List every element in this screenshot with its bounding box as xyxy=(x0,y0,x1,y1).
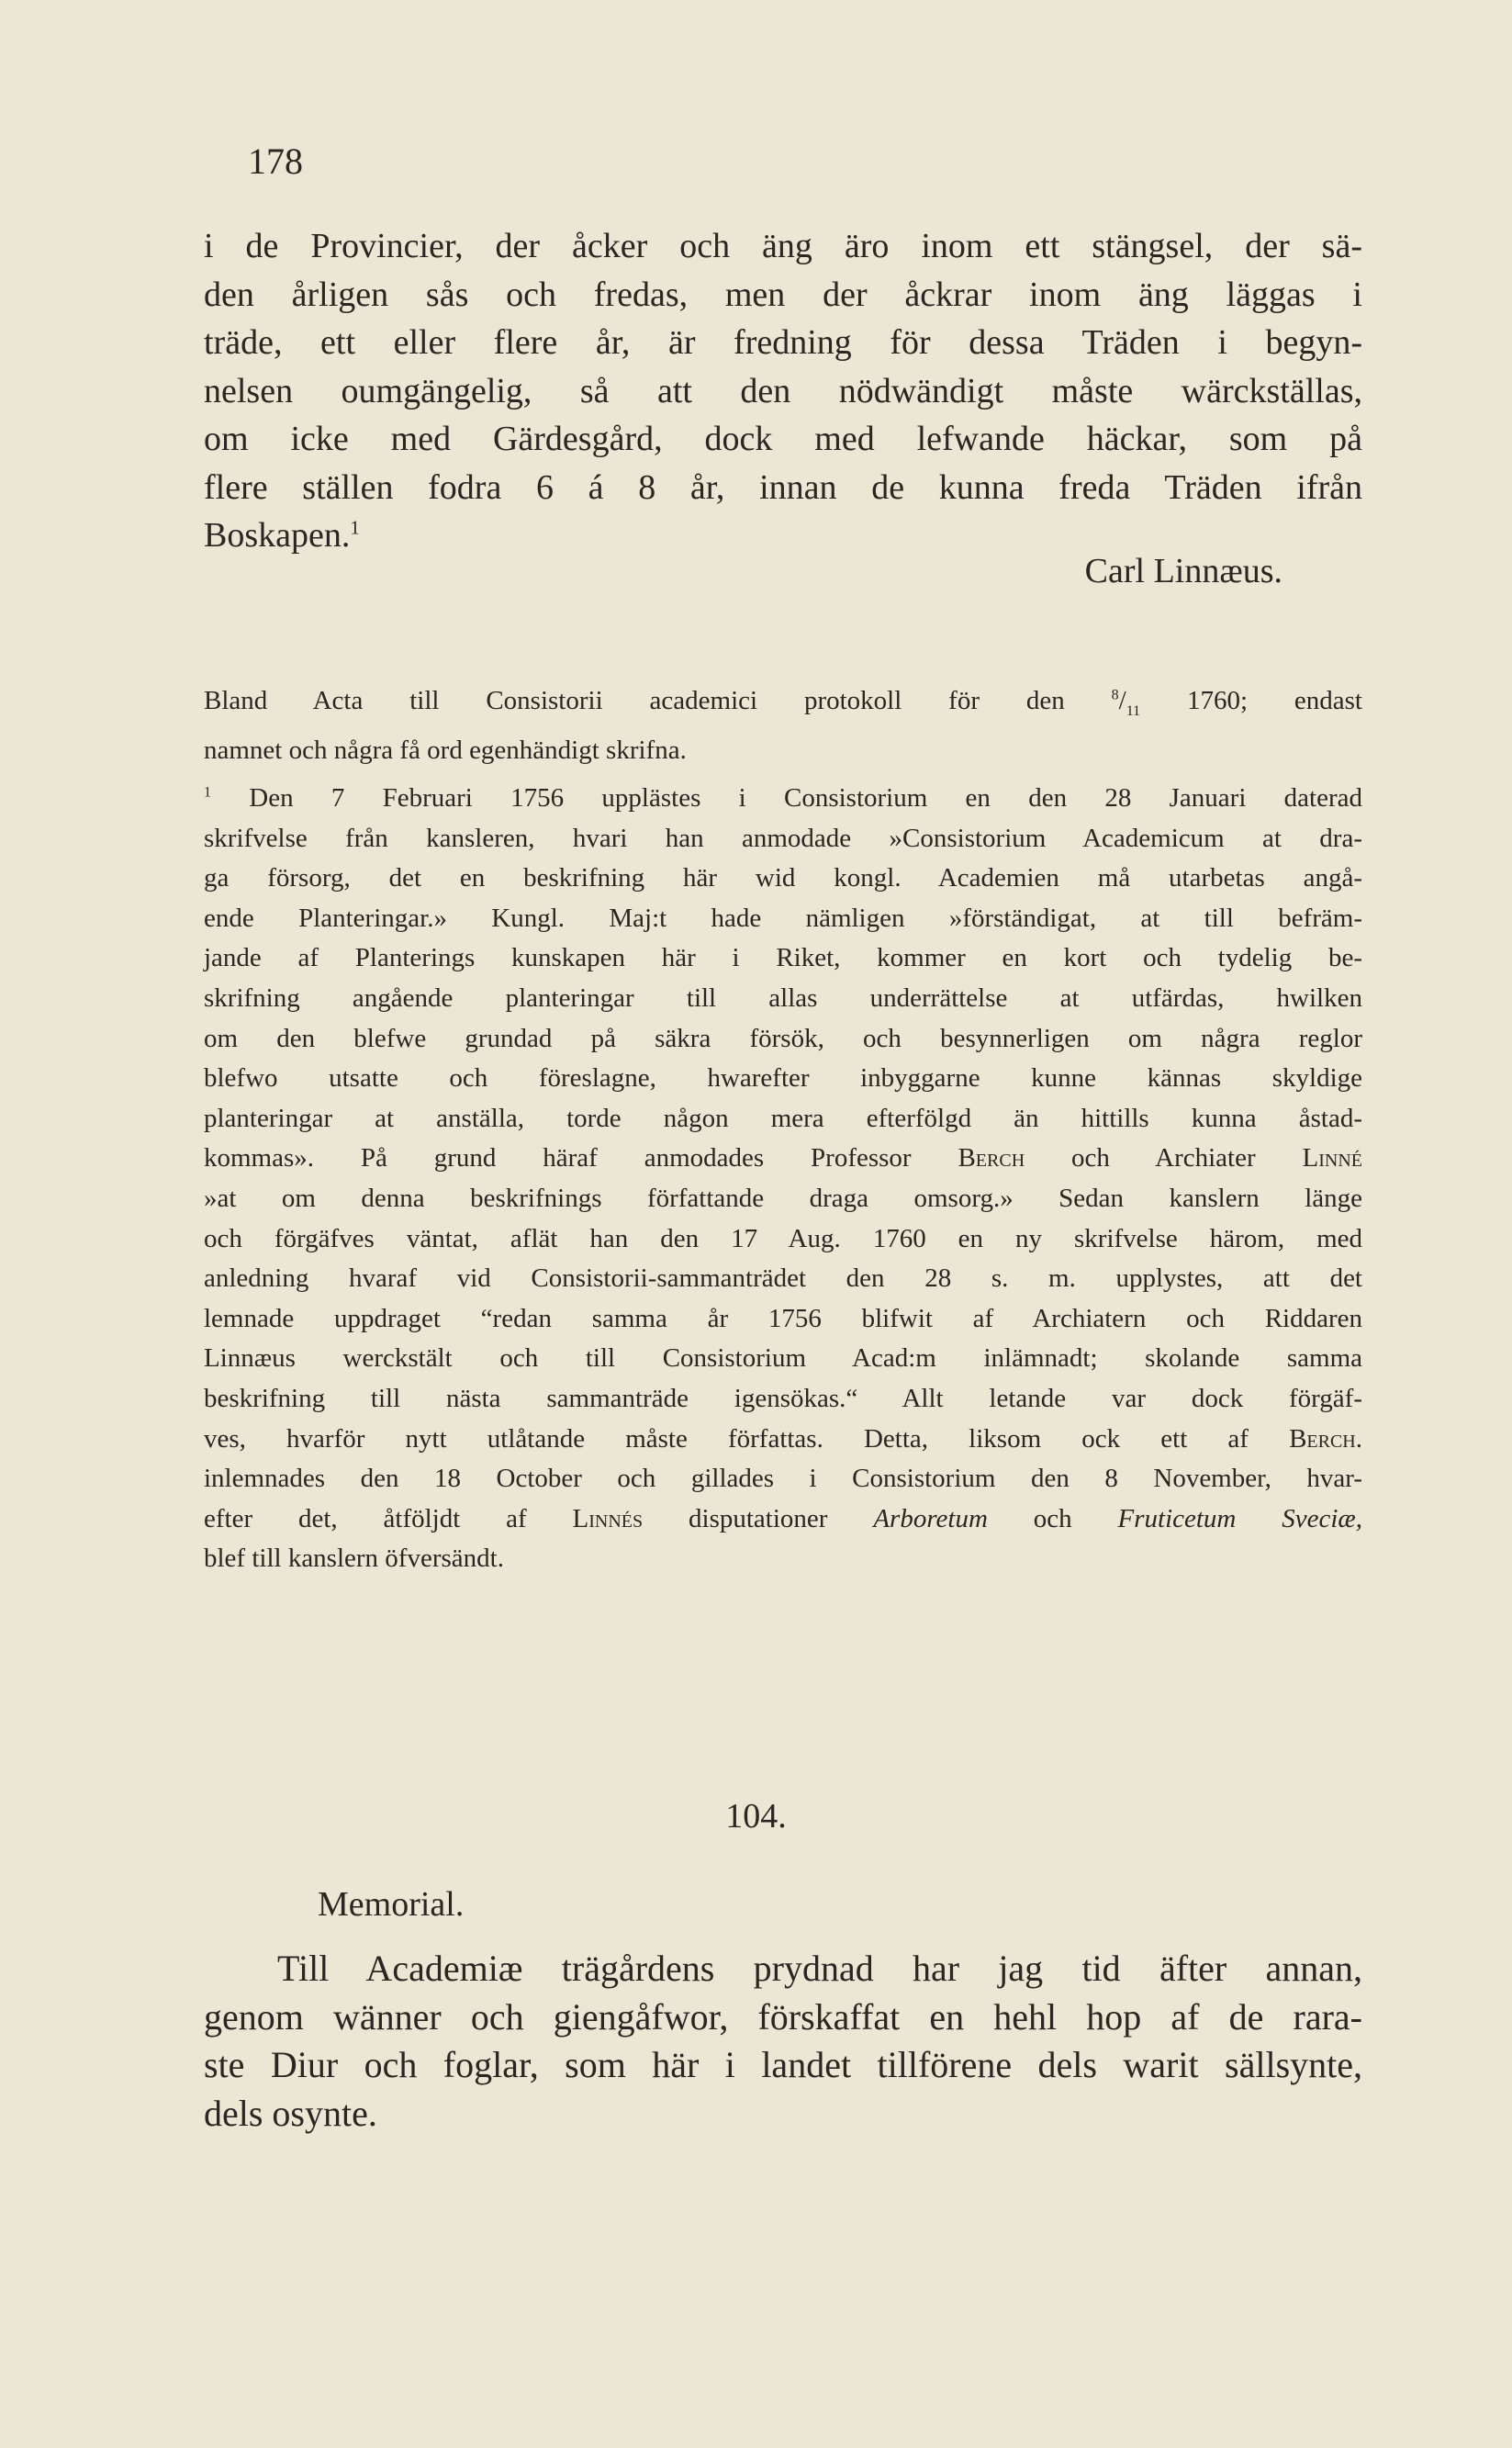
text-line: i de Provincier, der åcker och äng äro inom ett stängsel, der sä- xyxy=(204,227,1362,265)
footnote xyxy=(204,779,1362,1579)
text-line xyxy=(204,1499,1362,1540)
text-fragment: Boskapen. xyxy=(204,516,351,555)
text-line: genom wänner och giengåfwor, förskaffat en hehl hop af de rara- xyxy=(204,1995,1362,2038)
memorial-title: Memorial. xyxy=(318,1885,465,1924)
text-line: den årligen sås och fredas, men der åckrar inom äng läggas i xyxy=(204,275,1362,314)
text-fragment: 1760; endast xyxy=(1140,686,1362,715)
text-line: Till Academiæ trägårdens prydnad har jag tid äfter annan, xyxy=(277,1948,1362,1989)
text-line: lemnade uppdraget “redan samma år 1756 blifwit af Archiatern och Riddaren xyxy=(204,1303,1362,1333)
text-line: träde, ett eller flere år, är fredning för dessa Träden i begyn- xyxy=(204,323,1362,362)
text-fragment: efter det, åtföljdt af xyxy=(204,1503,573,1533)
source-note xyxy=(204,681,1362,771)
title-fruticetum: Fruticetum Sveciæ, xyxy=(1117,1503,1363,1533)
name-berch: Berch xyxy=(958,1143,1025,1173)
text-fragment: kommas». På grund häraf anmodades Professor xyxy=(204,1143,958,1173)
name-berch: Berch xyxy=(1289,1423,1356,1454)
text-line: ende Planteringar.» Kungl. Maj:t hade nämligen »förständigat, at till befräm- xyxy=(204,903,1362,933)
text-fragment: Bland Acta till Consistorii academici protokoll för den xyxy=(204,686,1112,715)
text-fragment: och Archiater xyxy=(1025,1143,1303,1173)
signature: Carl Linnæus. xyxy=(1084,552,1282,590)
text-line: anledning hvaraf vid Consistorii-sammanträdet den 28 s. m. upplystes, att det xyxy=(204,1263,1362,1294)
title-arboretum: Arboretum xyxy=(873,1503,988,1533)
text-line: jande af Planterings kunskapen här i Riket, kommer en kort och tydelig be- xyxy=(204,943,1362,973)
main-text xyxy=(204,222,1362,560)
footnote-reference: 1 xyxy=(350,516,360,539)
section-number: 104. xyxy=(725,1797,787,1836)
text-line: Linnæus werckstält och till Consistorium Acad:m inlämnadt; skolande samma xyxy=(204,1343,1362,1374)
text-line xyxy=(204,1420,1362,1460)
text-line: ste Diur och foglar, som här i landet tillförene dels warit sällsynte, xyxy=(204,2044,1362,2085)
text-line: inlemnades den 18 October och gillades i Consistorium den 8 November, hvar- xyxy=(204,1464,1362,1494)
text-line: och förgäfves väntat, aflät han den 17 Aug. 1760 en ny skrifvelse härom, med xyxy=(204,1223,1362,1253)
text-line: nelsen oumgängelig, så att den nödwändigt måste wärckställas, xyxy=(204,371,1362,410)
text-line: beskrifning till nästa sammanträde igensökas.“ Allt letande var dock förgäf- xyxy=(204,1383,1362,1413)
text-fragment: . xyxy=(1355,1423,1362,1454)
text-line: skrifvelse från kansleren, hvari han anmodade »Consistorium Academicum at dra- xyxy=(204,823,1362,853)
text-line: Bland Acta till Consistorii academici protokoll för den $^8/_{11}$ 1760; endast xyxy=(204,686,1362,719)
page-number: 178 xyxy=(248,140,303,182)
text-line: planteringar at anställa, torde någon mera efterfölgd än hittills kunna åstad- xyxy=(204,1103,1362,1133)
date-denominator: 11 xyxy=(1126,702,1141,719)
text-line: blefwo utsatte och föreslagne, hwarefter inbyggarne kunne kännas skyldige xyxy=(204,1063,1362,1094)
text-line-last: namnet och några få ord egenhändigt skrifna. xyxy=(204,736,687,766)
text-line: ga försorg, det en beskrifning här wid kongl. Academien må utarbetas angå- xyxy=(204,863,1362,893)
text-line: »at om denna beskrifnings författande draga omsorg.» Sedan kanslern länge xyxy=(204,1183,1362,1213)
text-line-last: dels osynte. xyxy=(204,2092,377,2134)
text-line: om icke med Gärdesgård, dock med lefwande häckar, som på xyxy=(204,420,1362,458)
text-fragment: disputationer xyxy=(643,1503,874,1533)
text-line: flere ställen fodra 6 á 8 år, innan de kunna freda Träden ifrån xyxy=(204,467,1362,507)
memorial-text xyxy=(204,1945,1362,2138)
date-numerator: 8 xyxy=(1111,687,1119,703)
name-linnes: Linnés xyxy=(572,1503,644,1533)
text-line-last: blef till kanslern öfversändt. xyxy=(204,1544,504,1574)
text-line: om den blefwe grundad på säkra försök, och besynnerligen om några reglor xyxy=(204,1023,1362,1053)
text-fragment: och xyxy=(987,1503,1118,1533)
text-fragment: Den 7 Februari 1756 upplästes i Consistorium en den 28 Januari daterad xyxy=(210,783,1362,813)
name-linne: Linné xyxy=(1302,1143,1362,1173)
text-line xyxy=(204,779,1362,819)
text-line: skrifning angående planteringar till allas underrättelse at utfärdas, hwilken xyxy=(204,983,1362,1013)
footnote-marker: 1 xyxy=(204,784,211,801)
text-fragment: ves, hvarför nytt utlåtande måste författas. Detta, liksom ock ett af xyxy=(204,1423,1290,1454)
text-line xyxy=(204,1139,1362,1179)
